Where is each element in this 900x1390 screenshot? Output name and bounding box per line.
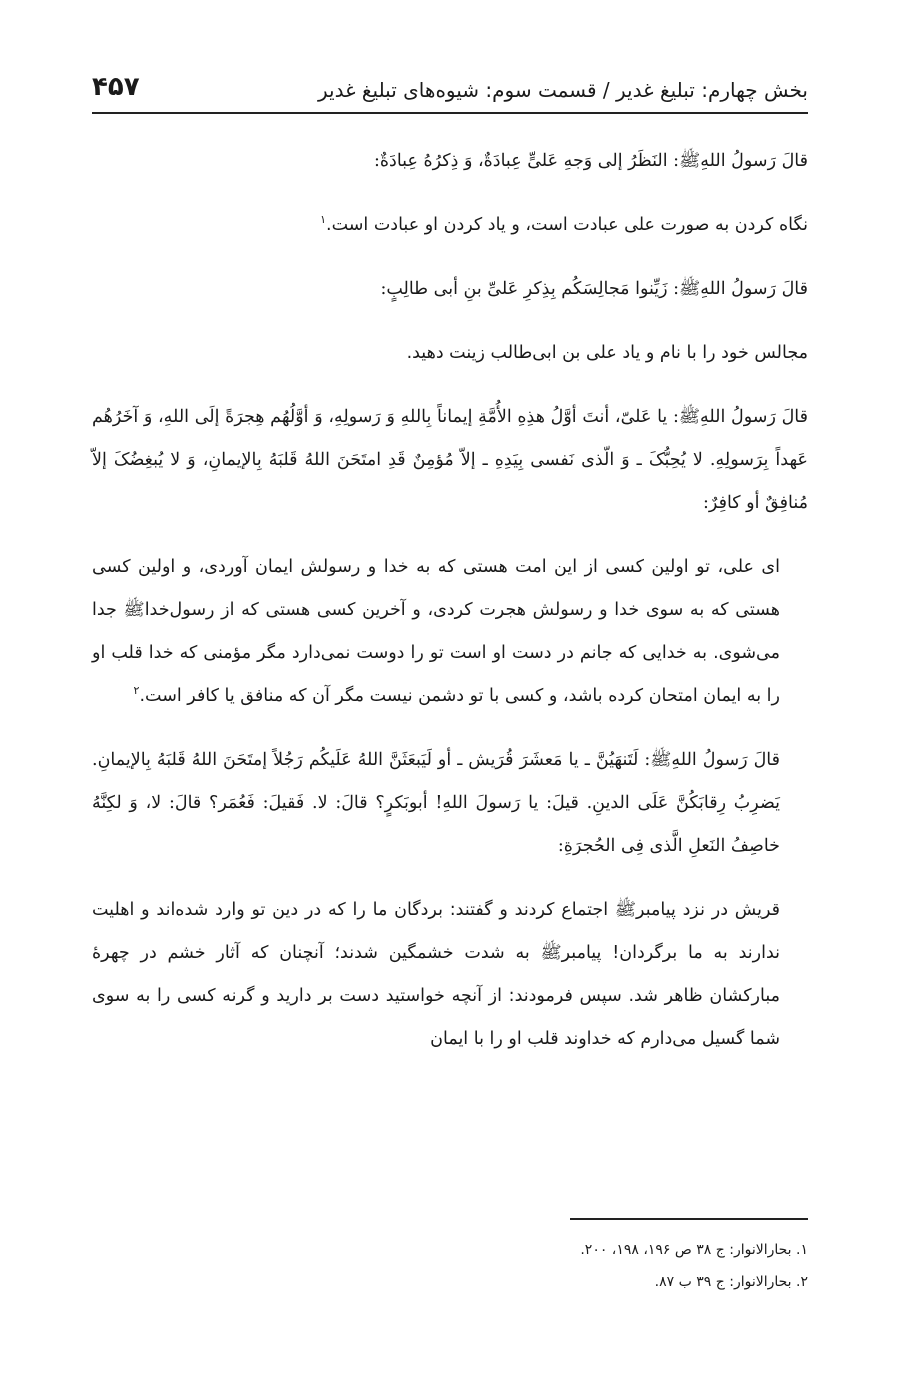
persian-translation-4: قریش در نزد پیامبرﷺ اجتماع کردند و گفتند: بردگان ما را که در دین تو وارد شده‌اند و اهلیت ندارند به ما برگردان! پیامبرﷺ به شدت خشمگین شدند؛ آنچنان که آثار خشم در چهرهٔ مبارکشان ظاهر شد. سپس فرمودند: از آنچه خواستید دست بر دارید و گرنه کسی را به سوی شما گسیل می‌دارم که خداوند قلب او را با ایمان (92, 900, 780, 1049)
footnote-1: ۱. بحارالانوار: ج ۳۸ ص ۱۹۶، ۱۹۸، ۲۰۰. (580, 1242, 808, 1258)
persian-translation-2: مجالس خود را با نام و یاد علی بن ابی‌طالب زینت دهید. (406, 343, 808, 363)
book-page (92, 0, 808, 1390)
arabic-hadith-4: قالَ رَسولُ اللهِﷺ: لَتَنهَیُنَّ ـ یا مَعشَرَ قُرَیش ـ أو لَیَبعَثَنَّ اللهُ عَلَیکُم رَجُلاً إمتَحَنَ اللهُ قَلبَهُ بِالإیمانِ. یَضرِبُ رِقابَکُنَّ عَلَی الدینِ. قیلَ: یا رَسولَ اللهِ! أبوبَکرٍ؟ قالَ: لا. فَقیلَ: فَعُمَر؟ قالَ: لا، وَ لکِنَّهُ خاصِفُ النَعلِ الَّذی فِی الحُجرَةِ: (92, 750, 780, 856)
arabic-hadith-1: قالَ رَسولُ اللهِﷺ: النَظَرُ إلی وَجهِ عَلیٍّ عِبادَةٌ، وَ ذِکرُهُ عِبادَةٌ: (373, 151, 808, 171)
arabic-hadith-2: قالَ رَسولُ اللهِﷺ: زَیِّنوا مَجالِسَکُم بِذِکرِ عَلیِّ بنِ أبی طالِبٍ: (380, 279, 808, 299)
persian-translation-3: ای علی، تو اولین کسی از این امت هستی که به خدا و رسولش ایمان آوردی، و اولین کسی هستی که به سوی خدا و رسولش هجرت کردی، و آخرین کسی هستی که از رسول‌خداﷺ جدا می‌شوی. به خدایی که جانم در دست او است تو را دوست نمی‌دارد مگر مؤمنی که خدا قلب او را به ایمان امتحان کرده باشد، و کسی با تو دشمن نیست مگر آن که منافق یا کافر است.$^۲$ (92, 557, 780, 706)
footnote-ref-2[interactable]: ۲ (133, 684, 140, 698)
persian-translation-1: نگاه کردن به صورت علی عبادت است، و یاد کردن او عبادت است.$^۱$ (320, 213, 808, 235)
footnotes (92, 1234, 808, 1298)
footnote-2: ۲. بحارالانوار: ج ۳۹ ب ۸۷. (654, 1274, 808, 1290)
arabic-hadith-3: قالَ رَسولُ اللهِﷺ: یا عَلیّ، أنتَ أوَّلُ هذِهِ الأُمَّةِ إیماناً بِاللهِ وَ رَسولِهِ، وَ أوَّلُهُم هِجرَةً إلَی اللهِ، وَ آخَرُهُم عَهداً بِرَسولِهِ. لا یُحِبُّکَ ـ وَ الّذی نَفسی بِیَدِهِ ـ إلاّ مُؤمِنٌ قَدِ امتَحَنَ اللهُ قَلبَهُ بِالإیمانِ، وَ لا یُبغِضُکَ إلاّ مُنافِقٌ أو کافِرٌ: (92, 407, 808, 513)
running-title: بخش چهارم: تبلیغ غدیر / قسمت سوم: شیوه‌های تبلیغ غدیر (317, 78, 808, 102)
footnote-ref-1[interactable]: ۱ (320, 213, 326, 227)
page-body (92, 140, 808, 1082)
page-number: ۴۵۷ (92, 72, 140, 102)
footnote-divider (570, 1218, 808, 1220)
page-header (92, 66, 808, 114)
